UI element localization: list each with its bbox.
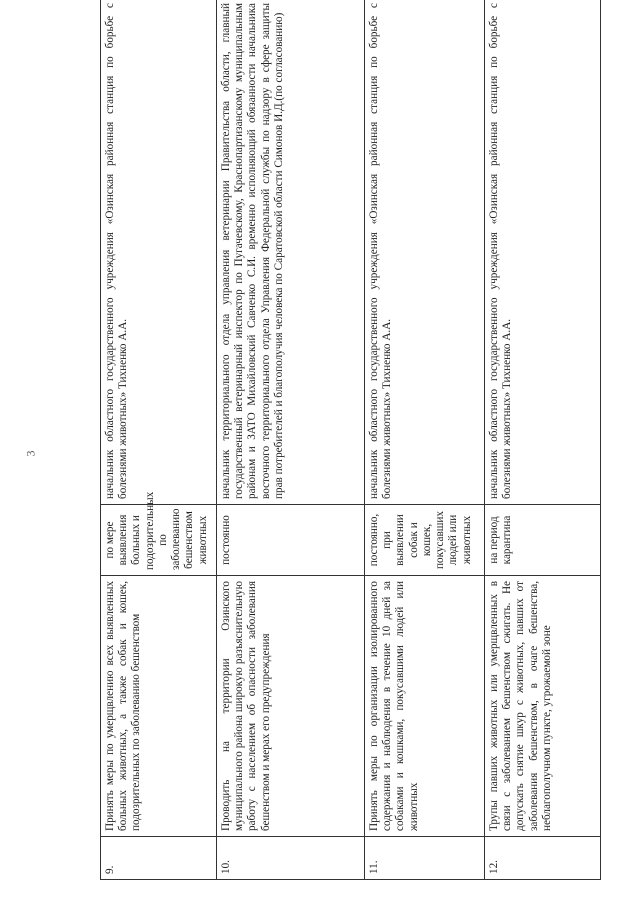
row-number: 9. [101, 837, 217, 880]
measure-text: Проводить на территории Озинского муниципального района широкую разъяснительную работу с населением об опасности заболевания бешенством и мерах его предупреждения [217, 576, 365, 837]
term-text: по мере выявления больных и подозрительных по заболеванию бешенством животных [101, 505, 217, 576]
responsible-text: начальник областного государственного учреждения «Озинская районная станция по борьбе с болезнями животных» Тихненко А.А. [365, 0, 485, 505]
measure-text: Принять меры по умерщвлению всех выявленных больных животных, а также собак и кошек, подозрительных по заболеванию бешенством [101, 576, 217, 837]
row-number: 12. [485, 837, 601, 880]
responsible-text: начальник территориального отдела управления ветеринарии Правительства области, главный государственный ветеринарный инспектор по Пугачевскому, Краснопартизанскому муниципальным районам и ЗАТО Михайловский Савченко С.И. временно исполняющий обязанности начальника восточного территориального отдела Управления Федеральной службы по надзору в сфере защиты прав потребителей и благополучия человека по Саратовской области Симонов И.Д.(по согласованию) [217, 0, 365, 505]
row-number: 11. [365, 837, 485, 880]
term-text: на период карантина [485, 505, 601, 576]
page-number: 3 [23, 450, 38, 457]
term-text: постоянно [217, 505, 365, 576]
row-number: 10. [217, 837, 365, 880]
responsible-text: начальник областного государственного учреждения «Озинская районная станция по борьбе с болезнями животных» Тихненко А.А. [101, 0, 217, 505]
measure-text: Принять меры по организации изолированного содержания и наблюдения в течение 10 дней за собаками и кошками, покусавшими людей или животных [365, 576, 485, 837]
measure-text: Трупы павших животных или умерщвленных в связи с заболеванием бешенством сжигать. Не допускать снятие шкур с животных, павших от заболевания бешенством, в очаге бешенства, неблагополучном пункте, угрожаемой зоне [485, 576, 601, 837]
table-row [101, 0, 217, 880]
table-row [485, 0, 601, 880]
term-text: постоянно, при выявлении собак и кошек, покусавших людей или животных [365, 505, 485, 576]
measures-table [100, 0, 601, 880]
table-row [217, 0, 365, 880]
table-row [365, 0, 485, 880]
table-sheet [100, 3, 600, 880]
responsible-text: начальник областного государственного учреждения «Озинская районная станция по борьбе с болезнями животных» Тихненко А.А. [485, 0, 601, 505]
